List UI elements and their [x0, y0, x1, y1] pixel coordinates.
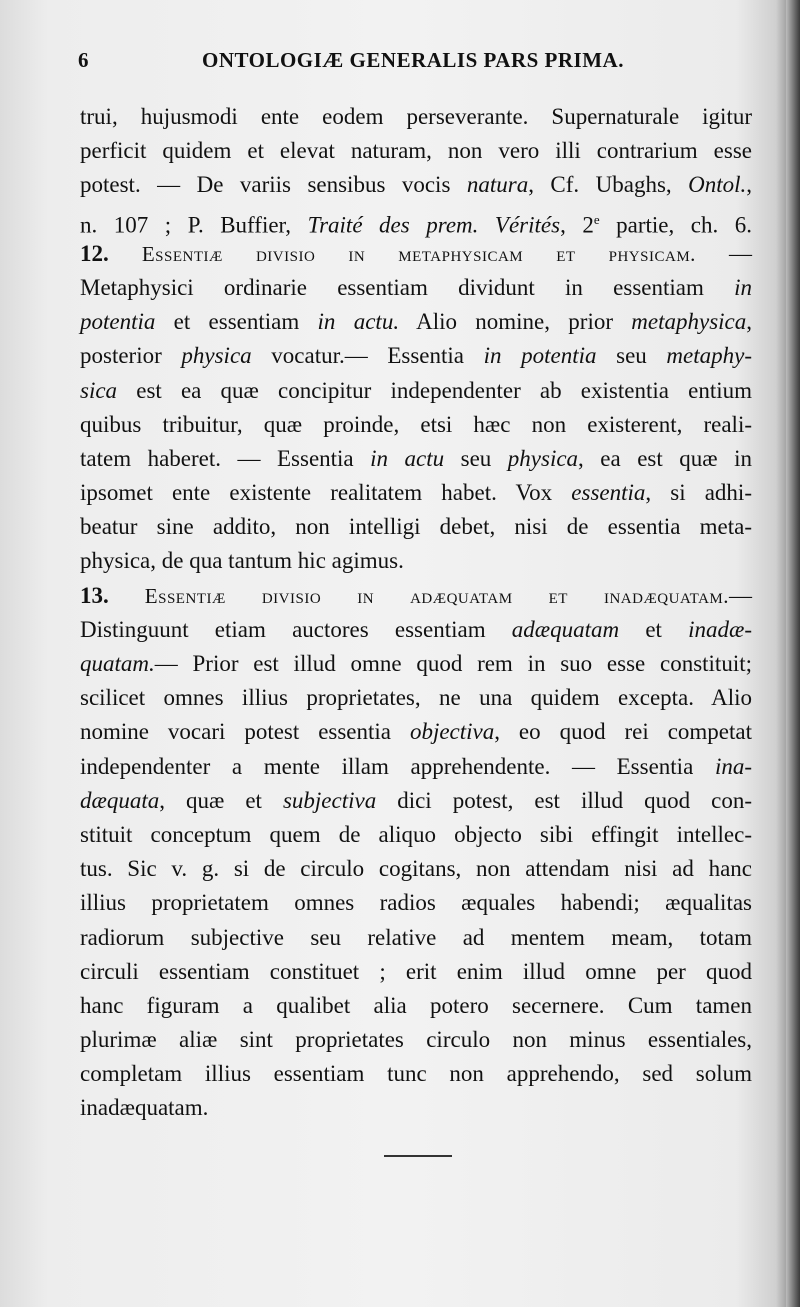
text-line: nomine vocari potest essentia objectiva, eo quod rei competat	[80, 719, 753, 745]
text-line: illius proprietatem omnes radios æquales habendi; æqualitas	[80, 890, 752, 916]
text-line: tatem haberet. — Essentia in actu seu physica, ea est quæ in	[80, 445, 752, 471]
text-line: circuli essentiam constituet ; erit enim illud omne per quod	[80, 958, 752, 984]
text-line: posterior physica vocatur.— Essentia in potentia seu metaphy-	[80, 343, 752, 369]
running-head: ONTOLOGIÆ GENERALIS PARS PRIMA.	[202, 48, 624, 72]
text-line: n. 107 ; P. Buffier, Traité des prem. Vérités, 2e partie, ch. 6.	[80, 211, 752, 238]
page-body	[80, 100, 752, 1126]
text-line: trui, hujusmodi ente eodem perseverante. Supernaturale igitur	[80, 104, 752, 129]
text-line: Distinguunt etiam auctores essentiam adæquatam et inadæ-	[80, 616, 752, 642]
text-line: stituit conceptum quem de aliquo objecto sibi effingit intellec-	[80, 821, 752, 847]
text-line: quibus tribuitur, quæ proinde, etsi hæc non existerent, reali-	[80, 411, 752, 437]
footnote-rule	[384, 1155, 452, 1157]
text-line: hanc figuram a qualibet alia potero secernere. Cum tamen	[80, 992, 752, 1018]
text-line: ipsomet ente existente realitatem habet. Vox essentia, si adhi-	[80, 480, 752, 506]
text-line: potentia et essentiam in actu. Alio nomine, prior metaphysica,	[80, 309, 752, 335]
text-line: tus. Sic v. g. si de circulo cogitans, non attendam nisi ad hanc	[80, 856, 752, 882]
text-line: beatur sine addito, non intelligi debet, nisi de essentia meta-	[80, 514, 752, 540]
text-line: completam illius essentiam tunc non apprehendo, sed solum	[80, 1061, 752, 1087]
text-line: 12. Essentiæ divisio in metaphysicam et physicam. —	[80, 240, 753, 266]
text-line: potest. — De variis sensibus vocis natura, Cf. Ubaghs, Ontol.,	[80, 172, 752, 198]
text-line: dæquata, quæ et subjectiva dici potest, est illud quod con-	[80, 787, 752, 813]
text-line: plurimæ aliæ sint proprietates circulo non minus essentiales,	[80, 1027, 752, 1053]
text-line: perficit quidem et elevat naturam, non vero illi contrarium esse	[80, 138, 752, 164]
text-line: Metaphysici ordinarie essentiam dividunt in essentiam in	[80, 274, 752, 300]
text-line: radiorum subjective seu relative ad mentem meam, totam	[80, 924, 752, 950]
text-line: inadæquatam.	[80, 1095, 209, 1121]
text-line: scilicet omnes illius proprietates, ne una quidem excepta. Alio	[80, 685, 752, 711]
text-line: independenter a mente illam apprehendente. — Essentia ina-	[80, 753, 752, 779]
page-number: 6	[78, 48, 89, 72]
text-line: quatam.— Prior est illud omne quod rem in suo esse constituit;	[80, 651, 752, 676]
page-header	[78, 48, 758, 78]
text-line: sica est ea quæ concipitur independenter ab existentia entium	[80, 377, 752, 403]
text-line: 13. Essentiæ divisio in adæquatam et inadæquatam.—	[80, 582, 753, 608]
text-line: physica, de qua tantum hic agimus.	[80, 548, 404, 574]
